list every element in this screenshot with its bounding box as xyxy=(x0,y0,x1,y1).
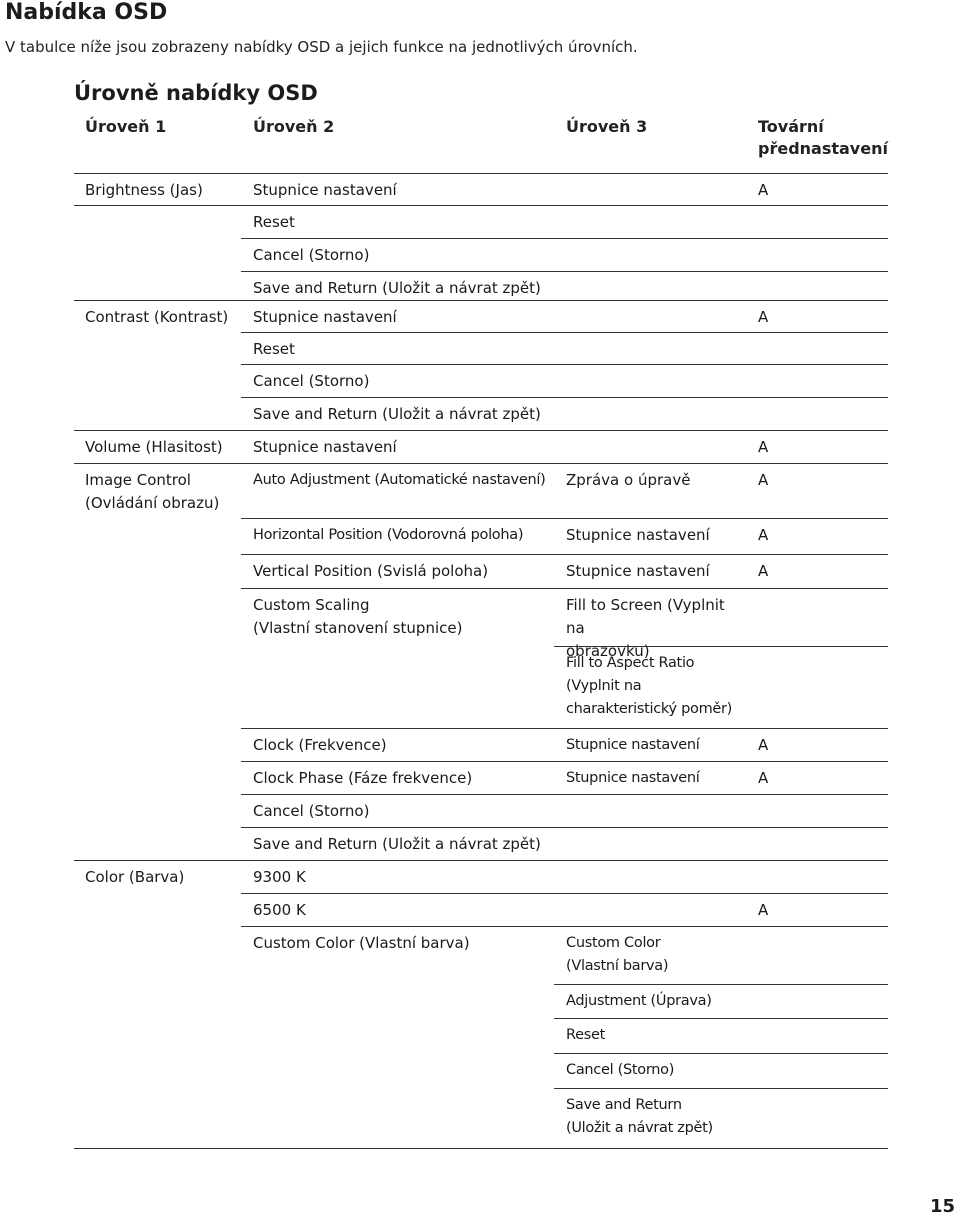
header-level-3: Úroveň 3 xyxy=(566,117,648,136)
cell-factory-preset: A xyxy=(758,181,769,199)
header-divider xyxy=(74,173,888,174)
cell-factory-preset: A xyxy=(758,769,769,787)
table-row xyxy=(74,763,888,796)
table-title: Úrovně nabídky OSD xyxy=(74,81,318,105)
cell-level-3: Stupnice nastavení xyxy=(566,562,710,580)
row-divider xyxy=(74,300,888,301)
row-divider xyxy=(241,794,888,795)
cell-level-3: Save and Return (Uložit a návrat zpět) xyxy=(566,1097,713,1136)
table-row xyxy=(74,590,888,660)
row-divider xyxy=(241,554,888,555)
cell-factory-preset: A xyxy=(758,471,769,489)
cell-level-2: Reset xyxy=(253,340,295,358)
table-row xyxy=(74,648,888,730)
cell-level-2: Cancel (Storno) xyxy=(253,372,370,390)
row-divider xyxy=(241,827,888,828)
cell-level-2: Clock Phase (Fáze frekvence) xyxy=(253,769,473,787)
header-factory-preset xyxy=(758,116,888,160)
table-row xyxy=(74,928,888,986)
row-divider xyxy=(554,1018,888,1019)
cell-level-2: Auto Adjustment (Automatické nastavení) xyxy=(253,472,546,488)
table-row xyxy=(74,1020,888,1055)
row-divider xyxy=(241,893,888,894)
cell-level-3: Stupnice nastavení xyxy=(566,737,700,753)
cell-level-2: 9300 K xyxy=(253,868,306,886)
row-divider xyxy=(74,430,888,431)
cell-level-3: Custom Color (Vlastní barva) xyxy=(566,935,669,974)
row-divider xyxy=(554,1088,888,1089)
cell-level-1: Brightness (Jas) xyxy=(85,181,203,199)
row-divider xyxy=(74,1148,888,1149)
cell-level-1: Contrast (Kontrast) xyxy=(85,308,229,326)
table-row xyxy=(74,1090,888,1150)
table-row xyxy=(74,334,888,366)
cell-level-2: Vertical Position (Svislá poloha) xyxy=(253,562,489,580)
row-divider xyxy=(74,463,888,464)
cell-level-3: Fill to Aspect Ratio (Vyplnit na charakteristický poměr) xyxy=(566,655,733,717)
table-row xyxy=(74,207,888,240)
table-row xyxy=(74,829,888,862)
cell-factory-preset: A xyxy=(758,901,769,919)
cell-level-2: Stupnice nastavení xyxy=(253,181,397,199)
table-row xyxy=(74,366,888,399)
row-divider xyxy=(241,238,888,239)
table-row xyxy=(74,862,888,895)
table-row xyxy=(74,175,888,207)
row-divider xyxy=(241,332,888,333)
cell-level-2: Cancel (Storno) xyxy=(253,246,370,264)
table-row xyxy=(74,1055,888,1090)
page-number: 15 xyxy=(929,1196,955,1217)
cell-level-3: Adjustment (Úprava) xyxy=(566,993,712,1009)
row-divider xyxy=(241,761,888,762)
cell-level-2: Save and Return (Uložit a návrat zpět) xyxy=(253,835,541,853)
cell-level-3: Fill to Screen (Vyplnit na obrazovku) xyxy=(566,596,725,660)
cell-level-1: Image Control (Ovládání obrazu) xyxy=(85,471,220,512)
row-divider xyxy=(554,1053,888,1054)
row-divider xyxy=(241,364,888,365)
cell-level-2: Reset xyxy=(253,213,295,231)
table-row xyxy=(74,796,888,829)
header-factory-preset-line1: Tovární xyxy=(758,117,824,136)
page-title: Nabídka OSD xyxy=(5,0,168,25)
cell-factory-preset: A xyxy=(758,736,769,754)
cell-level-2: Save and Return (Uložit a návrat zpět) xyxy=(253,279,541,297)
table-row xyxy=(74,895,888,928)
cell-level-2: Horizontal Position (Vodorovná poloha) xyxy=(253,527,524,543)
table-row xyxy=(74,730,888,763)
table-row xyxy=(74,302,888,334)
table-row xyxy=(74,986,888,1020)
row-divider xyxy=(241,271,888,272)
cell-factory-preset: A xyxy=(758,438,769,456)
row-divider xyxy=(554,984,888,985)
row-divider xyxy=(554,646,888,647)
table-row xyxy=(74,465,888,520)
cell-level-2: Cancel (Storno) xyxy=(253,802,370,820)
cell-factory-preset: A xyxy=(758,562,769,580)
cell-factory-preset: A xyxy=(758,526,769,544)
header-level-1: Úroveň 1 xyxy=(85,117,167,136)
cell-level-3: Reset xyxy=(566,1027,606,1043)
table-row xyxy=(74,520,888,556)
header-level-2: Úroveň 2 xyxy=(253,117,335,136)
cell-level-3: Stupnice nastavení xyxy=(566,770,700,786)
row-divider xyxy=(74,205,888,206)
header-factory-preset-line2: přednastavení xyxy=(758,139,888,158)
table-row xyxy=(74,399,888,432)
row-divider xyxy=(241,588,888,589)
row-divider xyxy=(241,728,888,729)
table-row xyxy=(74,240,888,273)
cell-level-2: Stupnice nastavení xyxy=(253,308,397,326)
row-divider xyxy=(241,397,888,398)
row-divider xyxy=(74,860,888,861)
cell-level-2: Save and Return (Uložit a návrat zpět) xyxy=(253,405,541,423)
cell-level-3: Zpráva o úpravě xyxy=(566,471,691,489)
cell-level-1: Volume (Hlasitost) xyxy=(85,438,223,456)
cell-level-3: Stupnice nastavení xyxy=(566,526,710,544)
cell-factory-preset: A xyxy=(758,308,769,326)
cell-level-2: Custom Color (Vlastní barva) xyxy=(253,934,470,952)
cell-level-2: Custom Scaling (Vlastní stanovení stupnice) xyxy=(253,596,463,637)
table-row xyxy=(74,273,888,302)
cell-level-3: Cancel (Storno) xyxy=(566,1062,675,1078)
row-divider xyxy=(241,926,888,927)
cell-level-2: 6500 K xyxy=(253,901,306,919)
cell-level-1: Color (Barva) xyxy=(85,868,185,886)
table-row xyxy=(74,556,888,590)
row-divider xyxy=(241,518,888,519)
table-row xyxy=(74,432,888,465)
cell-level-2: Stupnice nastavení xyxy=(253,438,397,456)
cell-level-2: Clock (Frekvence) xyxy=(253,736,387,754)
intro-text: V tabulce níže jsou zobrazeny nabídky OSD a jejich funkce na jednotlivých úrovních. xyxy=(5,38,638,56)
